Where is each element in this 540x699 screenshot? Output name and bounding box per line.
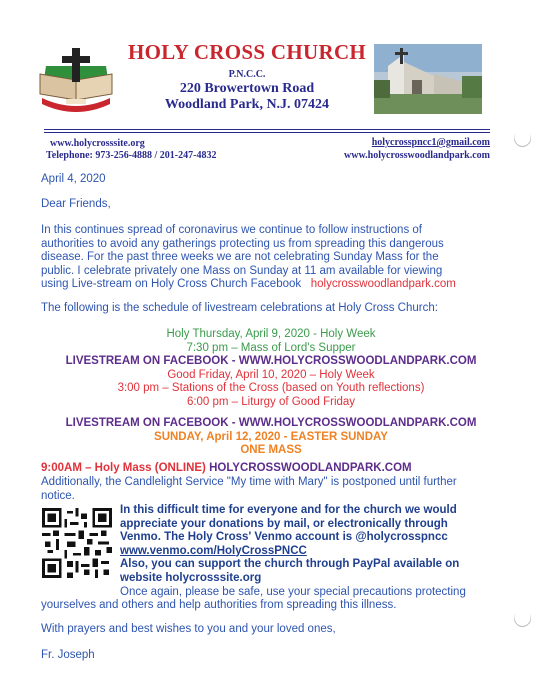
donation-line: Venmo. The Holy Cross' Venmo account is @holycrosspncc	[120, 531, 448, 543]
good-friday-title: Good Friday, April 10, 2020 – Holy Week	[167, 368, 375, 381]
paragraph-line: authorities to avoid any gatherings protecting us from spreading this dangerous	[41, 237, 444, 250]
signature: Fr. Joseph	[41, 649, 95, 661]
church-name: HOLY CROSS CHURCH	[127, 40, 367, 64]
sunday-mass-line	[41, 462, 501, 476]
header-divider-2	[44, 132, 490, 133]
safety-line-1	[120, 586, 500, 600]
donation-line: appreciate your donations by mail, or electronically through	[120, 517, 448, 530]
holy-cross-bible-logo-icon	[36, 44, 116, 116]
closing-wishes: With prayers and best wishes to you and your loved ones,	[41, 623, 336, 635]
letter-date: April 4, 2020	[41, 173, 106, 185]
donation-line: website holycrosssite.org	[120, 571, 262, 584]
donation-line: Also, you can support the church through PayPal available on	[120, 558, 460, 570]
schedule-block	[41, 328, 501, 458]
schedule-intro: The following is the schedule of livestream celebrations at Holy Cross Church:	[41, 302, 438, 314]
telephone: Telephone: 973-256-4888 / 201-247-4832	[46, 150, 217, 161]
sunday-mass-site[interactable]: HOLYCROSSWOODLANDPARK.COM	[209, 462, 412, 474]
paragraph-line: disease. For the past three weeks we are not celebrating Sunday Mass for the	[41, 251, 439, 263]
candlelight-notice	[41, 476, 501, 503]
address-city: Woodland Park, N.J. 07424	[164, 97, 330, 112]
livestream-notice-2[interactable]: LIVESTREAM ON FACEBOOK - WWW.HOLYCROSSWOODLANDPARK.COM	[65, 417, 477, 429]
paragraph-line: In this continues spread of coronavirus we continue to follow instructions of	[41, 224, 422, 236]
address-street: 220 Browertown Road	[179, 81, 315, 96]
candlelight-line: notice.	[41, 489, 75, 502]
venmo-qr-code-icon[interactable]	[42, 508, 112, 578]
donation-appeal	[120, 504, 500, 585]
donation-line: In this difficult time for everyone and for the church we would	[120, 504, 457, 516]
venmo-link[interactable]: www.venmo.com/HolyCrossPNCC	[120, 544, 307, 557]
greeting: Dear Friends,	[41, 198, 111, 210]
website-link-right[interactable]: www.holycrosswoodlandpark.com	[344, 150, 490, 161]
punch-hole-mark	[510, 606, 534, 630]
livestream-notice-1[interactable]: LIVESTREAM ON FACEBOOK - WWW.HOLYCROSSWOODLANDPARK.COM	[65, 355, 477, 367]
safety-text: Once again, please be safe, use your special precautions protecting	[120, 586, 466, 598]
punch-hole-mark	[510, 126, 534, 150]
header-divider	[44, 129, 490, 130]
paragraph-line: public. I celebrate privately one Mass on Sunday at 11 am available for viewing	[41, 264, 443, 277]
email-link[interactable]: holycrosspncc1@gmail.com	[371, 137, 490, 148]
paragraph-last-text: using Live-stream on Holy Cross Church Facebook	[41, 278, 302, 290]
safety-line-2: yourselves and others and help authorities from spreading this illness.	[41, 599, 397, 611]
paragraph-line-last	[41, 278, 501, 292]
paragraph-coronavirus	[41, 224, 501, 292]
easter-sunday-title: SUNDAY, April 12, 2020 - EASTER SUNDAY	[154, 430, 388, 443]
facebook-site-link[interactable]: holycrosswoodlandpark.com	[310, 278, 456, 290]
good-friday-event-2: 6:00 pm – Liturgy of Good Friday	[186, 395, 356, 408]
church-building-photo-icon	[374, 44, 482, 114]
good-friday-event-1: 3:00 pm – Stations of the Cross (based on Youth reflections)	[117, 382, 425, 394]
sunday-mass-time: 9:00AM – Holy Mass (ONLINE)	[41, 462, 206, 474]
holy-thursday-event: 7:30 pm – Mass of Lord's Supper	[186, 341, 356, 354]
website-link-left[interactable]: www.holycrosssite.org	[50, 138, 145, 149]
holy-thursday-title: Holy Thursday, April 9, 2020 - Holy Week	[166, 328, 376, 340]
one-mass-label: ONE MASS	[240, 444, 302, 456]
denomination: P.N.C.C.	[228, 69, 266, 80]
candlelight-line: Additionally, the Candlelight Service "My time with Mary" is postponed until further	[41, 476, 457, 488]
